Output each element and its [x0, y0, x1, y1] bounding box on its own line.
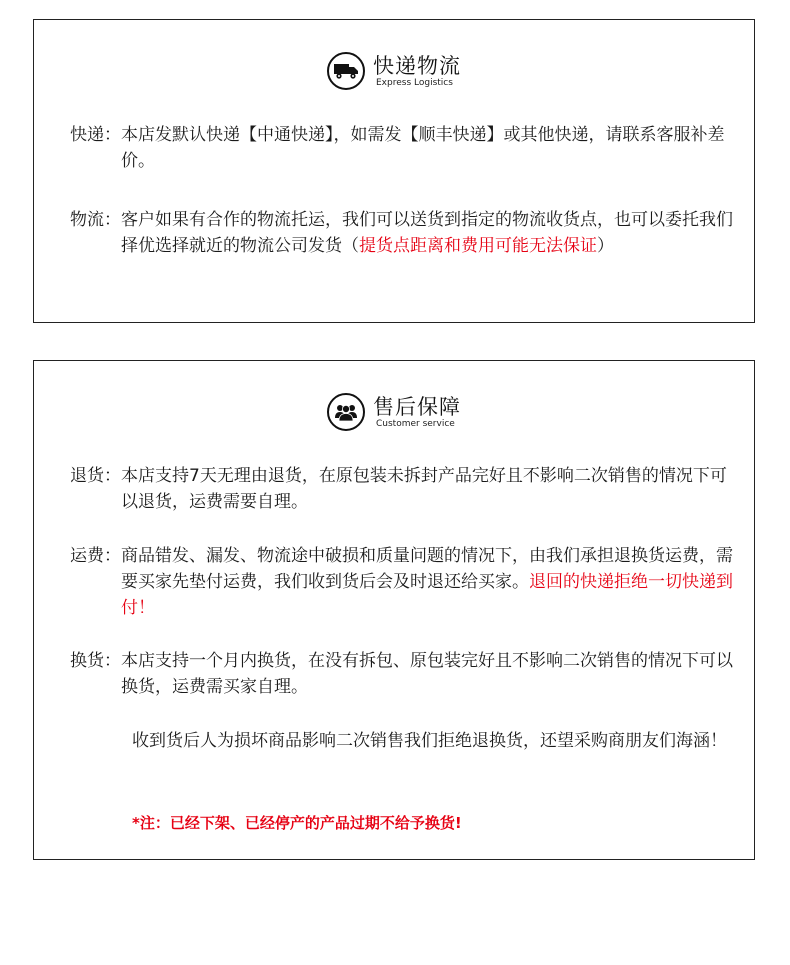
shipping-fee-body: [121, 543, 740, 621]
expiry-note: *注：已经下架、已经停产的产品过期不给予换货!: [132, 814, 462, 832]
freight-text: 客户如果有合作的物流托运，我们可以送货到指定的物流收货点，也可以委托我们择优选择就近的物流公司发货（: [121, 210, 733, 256]
freight-label: 物流：: [70, 210, 121, 230]
returns-paragraph: [70, 463, 740, 515]
after-sales-subtitle: Customer service: [376, 418, 455, 429]
logistics-heading: [34, 52, 754, 90]
returns-text: 本店支持7天无理由退货，在原包装未拆封产品完好且不影响二次销售的情况下可以退货，运费需要自理。: [121, 466, 727, 512]
damage-paragraph: [132, 728, 740, 754]
logistics-section: [33, 19, 755, 323]
truck-icon: [327, 52, 365, 90]
exchange-label: 换货：: [70, 651, 121, 671]
express-label: 快递：: [70, 125, 121, 145]
shipping-fee-label: 运费：: [70, 546, 121, 566]
returns-label: 退货：: [70, 466, 121, 486]
logistics-subtitle: Express Logistics: [376, 77, 453, 88]
freight-tail: ）: [597, 236, 614, 256]
after-sales-title: 售后保障: [373, 394, 461, 419]
freight-warning: 提货点距离和费用可能无法保证: [359, 236, 597, 256]
shipping-fee-warning: 退回的快递拒绝一切快递到付！: [121, 572, 733, 618]
freight-body: [121, 207, 740, 259]
customer-group-icon: [327, 393, 365, 431]
express-text: 本店发默认快递【中通快递】，如需发【顺丰快递】或其他快递，请联系客服补差价。: [121, 125, 725, 171]
shipping-fee-paragraph: [70, 543, 740, 621]
damage-text: 收到货后人为损坏商品影响二次销售我们拒绝退换货，还望采购商朋友们海涵！: [132, 731, 727, 751]
shipping-fee-text: 商品错发、漏发、物流途中破损和质量问题的情况下，由我们承担退换货运费，需要买家先垫付运费，我们收到货后会及时退还给买家。: [121, 546, 733, 592]
express-paragraph: [70, 122, 740, 174]
after-sales-section: [33, 360, 755, 860]
freight-paragraph: [70, 207, 740, 259]
after-sales-heading: [34, 393, 754, 431]
logistics-title: 快递物流: [373, 53, 461, 78]
exchange-paragraph: [70, 648, 740, 700]
exchange-text: 本店支持一个月内换货，在没有拆包、原包装完好且不影响二次销售的情况下可以换货，运费需买家自理。: [121, 651, 733, 697]
